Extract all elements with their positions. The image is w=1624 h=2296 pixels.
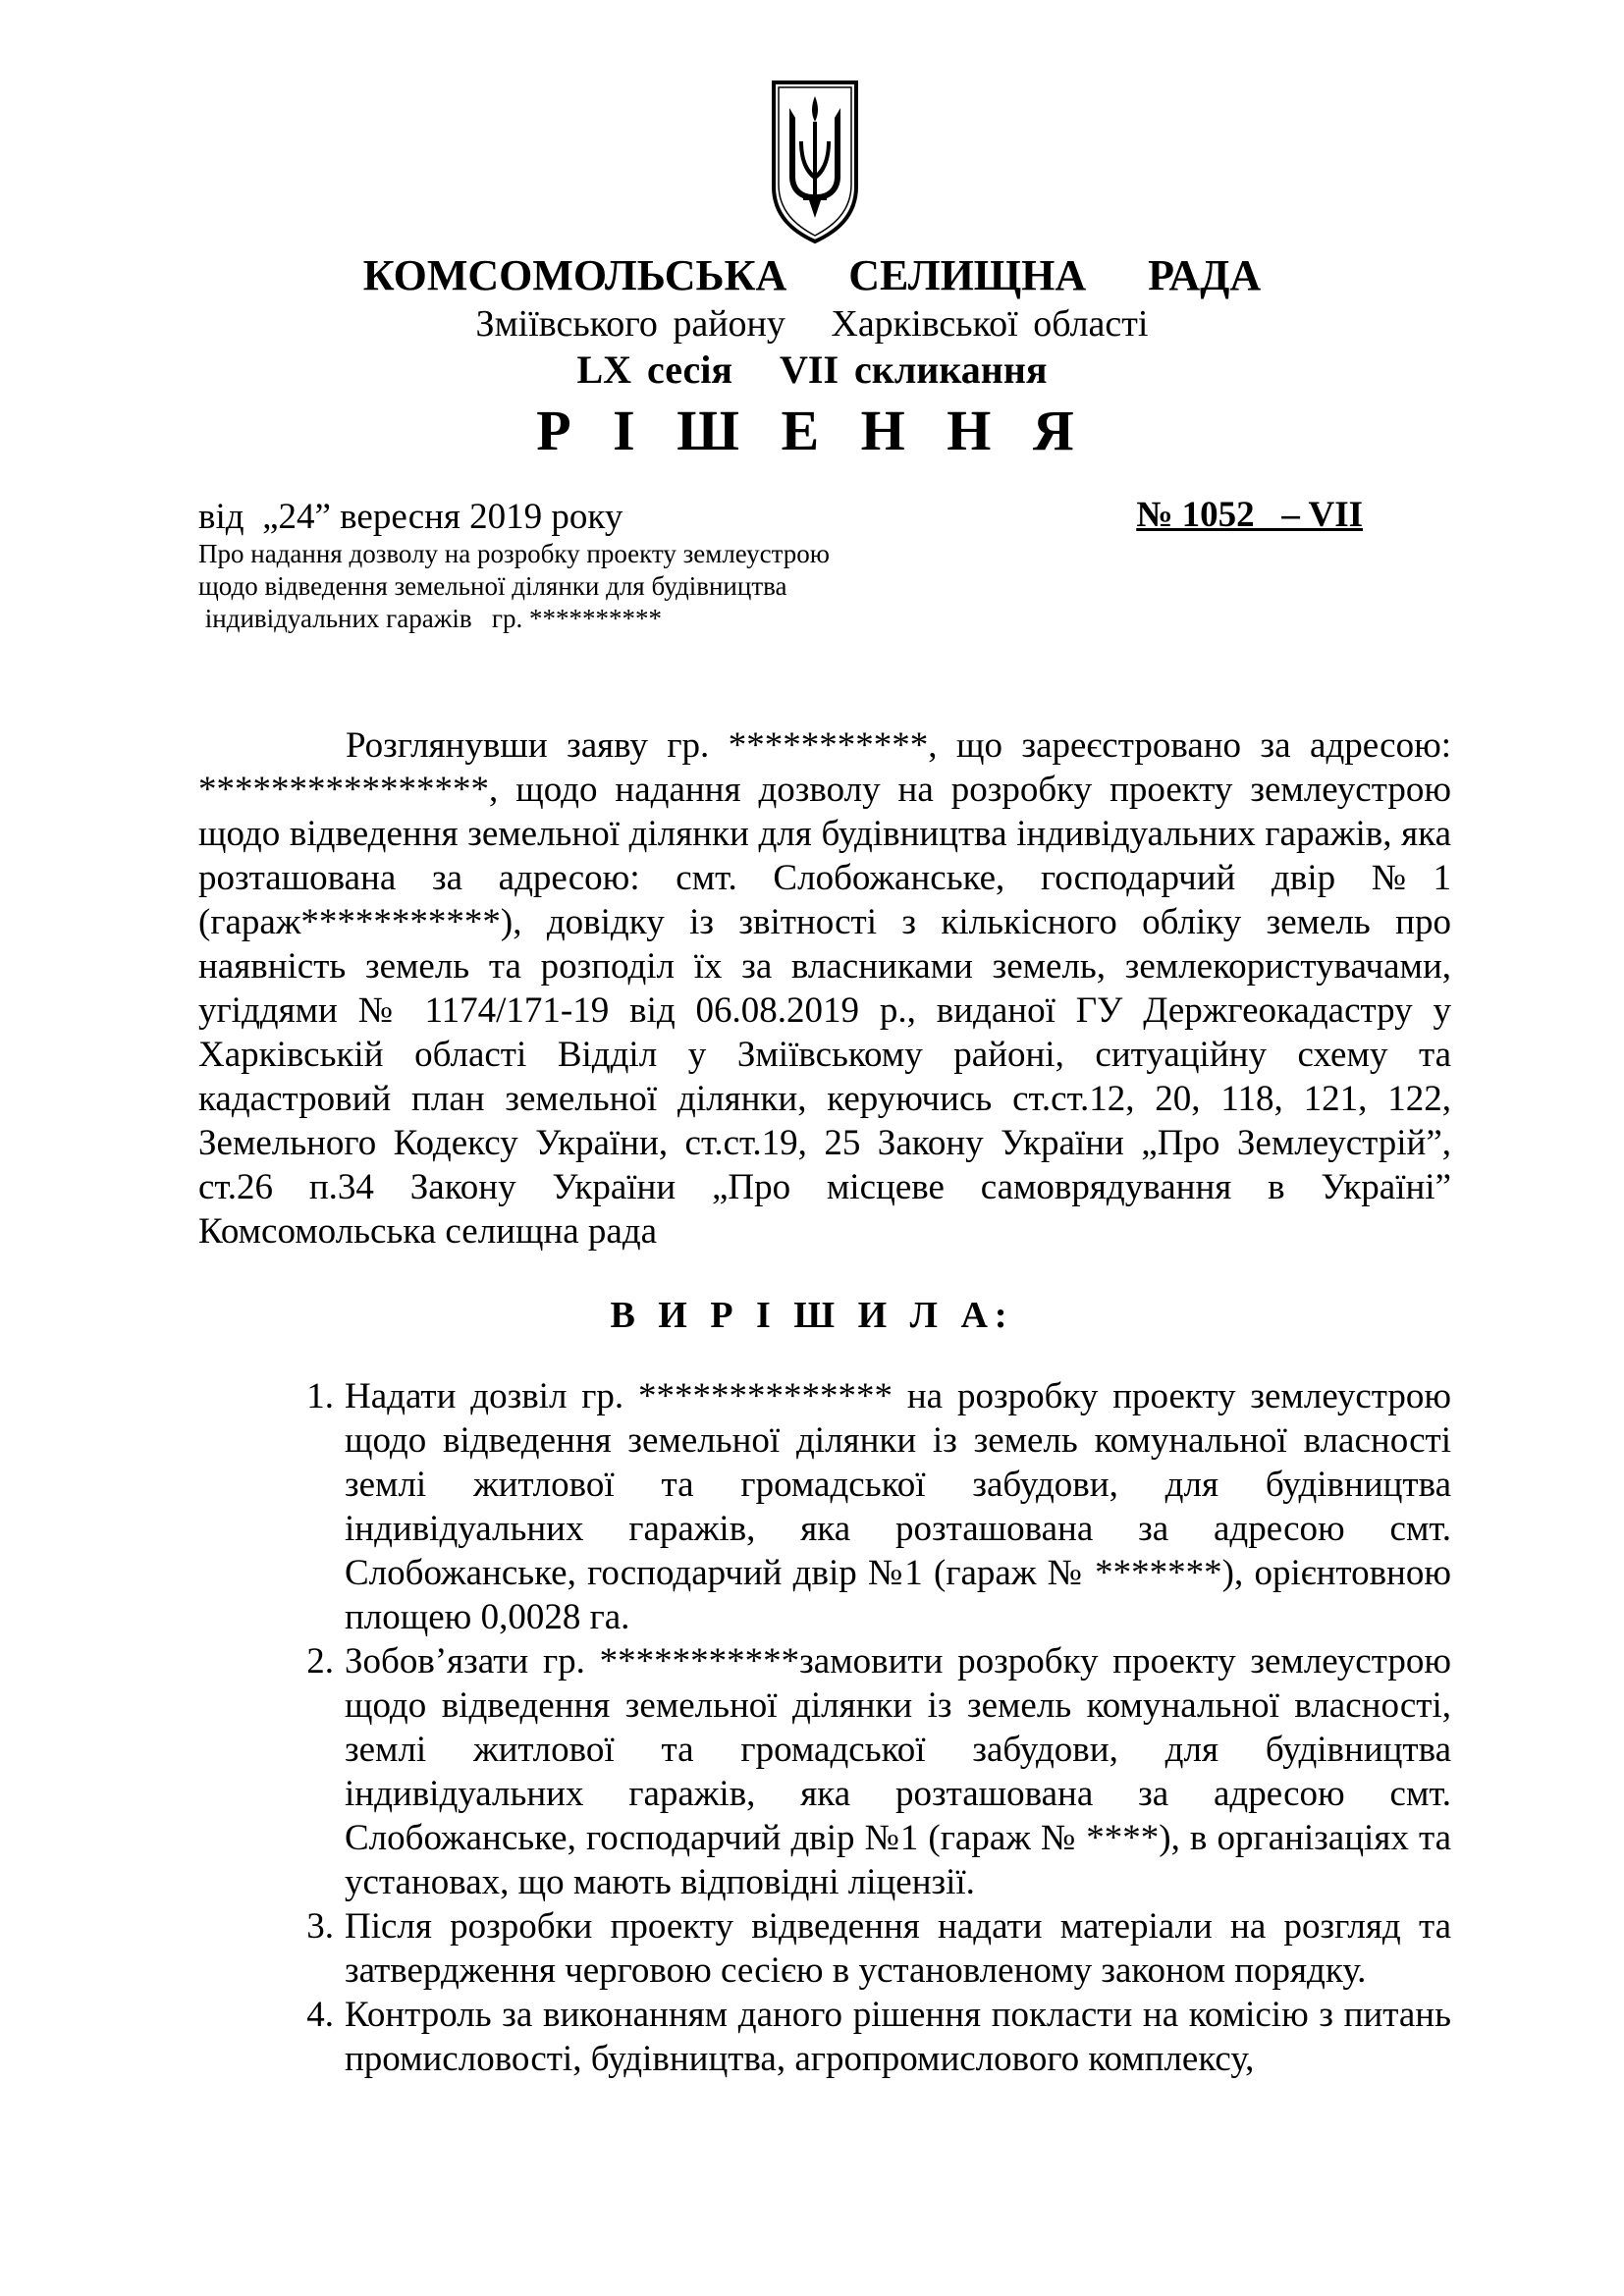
subject-line: Про надання дозволу на розробку проекту землеустрою (198, 539, 830, 568)
item-text: Контроль за виконанням даного рішення покласти на комісію з питань промисловості, будівництва, агропромислового комплексу, (345, 1995, 1451, 2079)
subject-line: індивідуальних гаражів гр. ********** (198, 604, 662, 633)
subject-line: щодо відведення земельної ділянки для будівництва (198, 571, 787, 601)
list-item (306, 1904, 1451, 1993)
district-region: Зміївського району Харківської області (475, 303, 1149, 345)
decision-date: від „24” вересня 2019 року (198, 497, 623, 537)
list-item (306, 1993, 1451, 2081)
item-number: 2. (306, 1641, 334, 1682)
document-type-title: Р І Ш Е Н Н Я (536, 399, 1088, 462)
trident-coat-of-arms-icon (768, 79, 862, 245)
item-number: 3. (306, 1906, 334, 1947)
decision-items-list (291, 1374, 1451, 2081)
council-name: КОМСОМОЛЬСЬКА СЕЛИЩНА РАДА (362, 251, 1262, 299)
list-item (306, 1639, 1451, 1904)
resolved-heading: В И Р І Ш И Л А: (610, 1295, 1014, 1336)
list-item (306, 1374, 1451, 1639)
item-number: 4. (306, 1995, 334, 2035)
decision-subject (198, 538, 945, 635)
item-number: 1. (306, 1376, 334, 1416)
item-text: Надати дозвіл гр. ************** на розробку проекту землеустрою щодо відведення земельної ділянки із земель комунальної власності землі житлової та громадської забудови, для будівництва індивідуальних гаражів, яка розташована за адресою смт. Слобожанське, господарчий двір №1 (гараж № *******), орієнтовною площею 0,0028 га. (345, 1376, 1451, 1637)
preamble-paragraph: Розглянувши заяву гр. ***********, що зареєстровано за адресою: ****************, щодо надання дозволу на розробку проекту землеустрою щодо відведення земельної ділянки для будівництва індивідуальних гаражів, яка розташована за адресою: смт. Слобожанське, господарчий двір №1 (гараж***********), довідку із звітності з кількісного обліку земель про наявність земель та розподіл їх за власниками земель, землекористувачами, угіддями № 1174/171-19 від 06.08.2019 р., виданої ГУ Держгеокадастру у Харківській області Відділ у Зміївському районі, ситуаційну схему та кадастровий план земельної ділянки, керуючись ст.ст.12, 20, 118, 121, 122, Земельного Кодексу України, ст.ст.19, 25 Закону України „Про Землеустрій”, ст.26 п.34 Закону України „Про місцеве самоврядування в Україні” Комсомольська селищна рада (198, 725, 1451, 1252)
item-text: Після розробки проекту відведення надати матеріали на розгляд та затвердження черговою сесією в установленому законом порядку. (345, 1906, 1451, 1991)
session-convocation: LX сесія VII скликання (576, 347, 1048, 392)
decision-number: № 1052 – VII (1136, 495, 1363, 535)
item-text: Зобов’язати гр. ***********замовити розробку проекту землеустрою щодо відведення земельної ділянки із земель комунальної власності, землі житлової та громадської забудови, для будівництва індивідуальних гаражів, яка розташована за адресою смт. Слобожанське, господарчий двір №1 (гараж № ****), в організаціях та установах, що мають відповідні ліцензії. (345, 1641, 1451, 1902)
